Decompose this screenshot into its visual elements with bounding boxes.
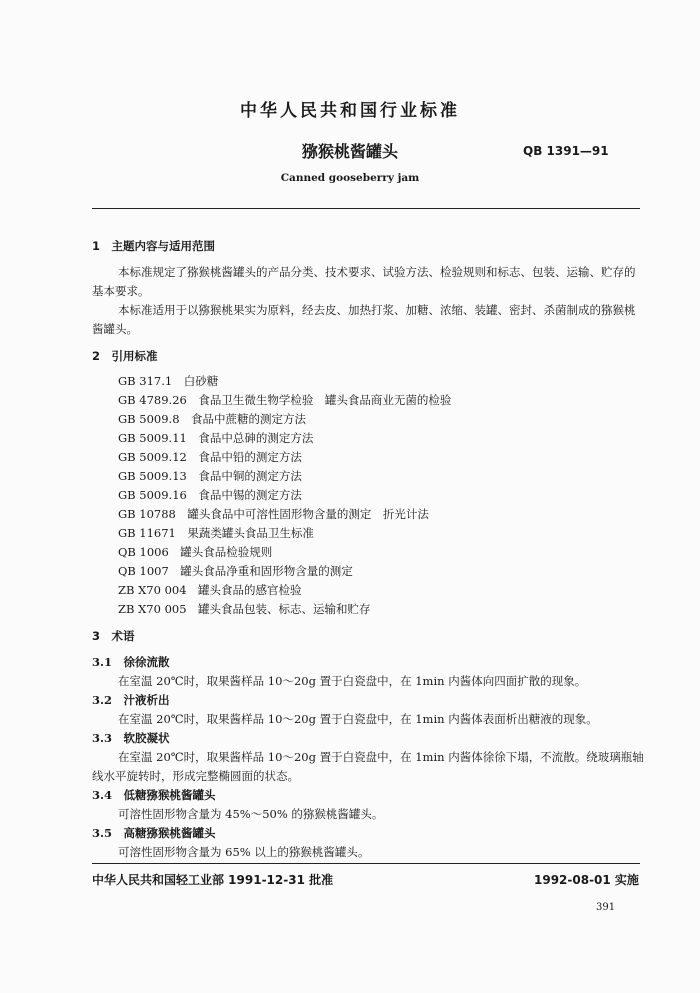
reference-item: ZB X70 004 罐头食品的感官检验 — [118, 583, 302, 597]
term-3-3-definition-line-2: 线水平旋转时，形成完整椭圆面的状态。 — [92, 769, 299, 783]
page-number: 391 — [596, 902, 616, 913]
reference-item: GB 10788 罐头食品中可溶性固形物含量的测定 折光计法 — [118, 507, 429, 521]
term-3-4-heading: 3.4 低糖猕猴桃酱罐头 — [92, 788, 216, 802]
reference-item: QB 1007 罐头食品净重和固形物含量的测定 — [118, 564, 353, 578]
reference-item: GB 5009.11 食品中总砷的测定方法 — [118, 431, 314, 445]
term-3-5-definition: 可溶性固形物含量为 65% 以上的猕猴桃酱罐头。 — [118, 845, 370, 859]
section-1-paragraph-2-line-2: 酱罐头。 — [92, 322, 138, 336]
implementation-date: 1992-08-01 实施 — [534, 873, 639, 887]
term-3-1-heading: 3.1 徐徐流散 — [92, 655, 170, 669]
term-3-4-definition: 可溶性固形物含量为 45%～50% 的猕猴桃酱罐头。 — [118, 807, 384, 821]
section-1-title: 1 主题内容与适用范围 — [92, 239, 216, 253]
reference-item: ZB X70 005 罐头食品包装、标志、运输和贮存 — [118, 602, 371, 616]
term-3-2-definition: 在室温 20℃时，取果酱样品 10～20g 置于白瓷盘中，在 1min 内酱体表面析出糖液的现象。 — [118, 712, 598, 726]
term-3-5-heading: 3.5 高糖猕猴桃酱罐头 — [92, 826, 216, 840]
reference-item: GB 317.1 白砂糖 — [118, 374, 219, 388]
section-1-paragraph-2-line-1: 本标准适用于以猕猴桃果实为原料，经去皮、加热打浆、加糖、浓缩、装罐、密封、杀菌制成的猕猴桃 — [118, 303, 636, 317]
reference-item: GB 5009.13 食品中铜的测定方法 — [118, 469, 302, 483]
reference-item: QB 1006 罐头食品检验规则 — [118, 545, 273, 559]
section-1-paragraph-1-line-2: 基本要求。 — [92, 284, 150, 298]
reference-item: GB 5009.12 食品中铅的测定方法 — [118, 450, 302, 464]
section-2-title: 2 引用标准 — [92, 349, 158, 363]
footer-rule — [92, 863, 640, 864]
national-standard-title: 中华人民共和国行业标准 — [240, 101, 460, 121]
section-3-title: 3 术语 — [92, 629, 135, 643]
reference-item: GB 4789.26 食品卫生微生物学检验 罐头食品商业无菌的检验 — [118, 393, 452, 407]
term-3-3-heading: 3.3 软胶凝状 — [92, 731, 170, 745]
document-title: 猕猴桃酱罐头 — [301, 142, 398, 161]
header-rule — [92, 208, 640, 209]
term-3-3-definition-line-1: 在室温 20℃时，取果酱样品 10～20g 置于白瓷盘中，在 1min 内酱体徐徐下塌，不流散。绕玻璃瓶轴 — [118, 750, 644, 764]
reference-item: GB 5009.8 食品中蔗糖的测定方法 — [118, 412, 307, 426]
reference-item: GB 5009.16 食品中锡的测定方法 — [118, 488, 302, 502]
english-title: Canned gooseberry jam — [280, 172, 420, 184]
standard-code: QB 1391—91 — [523, 144, 609, 158]
term-3-1-definition: 在室温 20℃时，取果酱样品 10～20g 置于白瓷盘中，在 1min 内酱体向四面扩散的现象。 — [118, 674, 587, 688]
approval-statement: 中华人民共和国轻工业部 1991-12-31 批准 — [92, 873, 334, 887]
section-1-paragraph-1-line-1: 本标准规定了猕猴桃酱罐头的产品分类、技术要求、试验方法、检验规则和标志、包装、运输、贮存的 — [118, 265, 636, 279]
reference-item: GB 11671 果蔬类罐头食品卫生标准 — [118, 526, 314, 540]
term-3-2-heading: 3.2 汁液析出 — [92, 693, 170, 707]
